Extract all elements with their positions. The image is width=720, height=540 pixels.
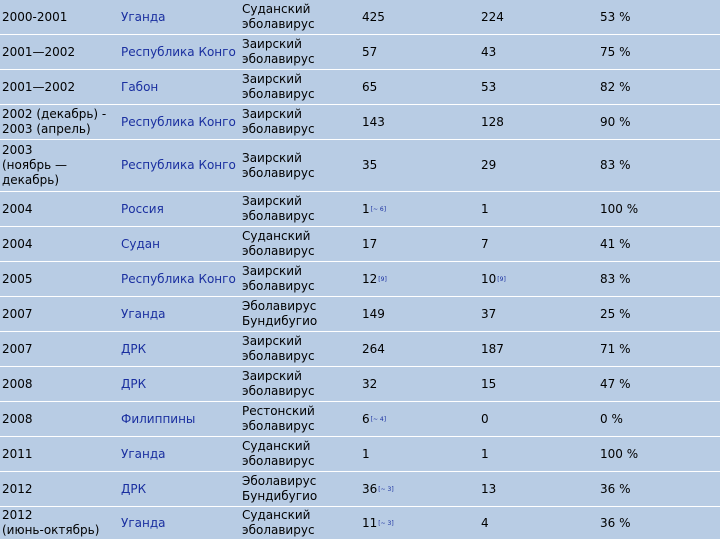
country-link[interactable]	[121, 0, 237, 34]
country-link-text: Уганда	[121, 306, 166, 321]
virus-cell-text: Заирский эболавирус	[242, 369, 315, 398]
country-link-text: Республика Конго	[121, 271, 236, 286]
deaths-cell-text: 7	[481, 236, 489, 251]
cases-cell	[362, 367, 472, 401]
country-link-text: Республика Конго	[121, 44, 236, 59]
cases-cell-text: 11	[362, 515, 378, 530]
mortality-cell-text: 53 %	[600, 9, 631, 24]
deaths-cell-text: 0	[481, 411, 489, 426]
year-cell-text: 2005	[2, 271, 33, 286]
mortality-cell-text: 71 %	[600, 341, 631, 356]
country-link-text: Уганда	[121, 9, 166, 24]
deaths-cell-text: 37	[481, 306, 497, 321]
virus-cell-text: Суданский эболавирус	[242, 229, 315, 258]
footnote-ref[interactable]: [9]	[497, 275, 506, 283]
year-cell-text: 2000-2001	[2, 9, 68, 24]
footnote-ref[interactable]: [~ 6]	[370, 205, 387, 213]
country-link[interactable]	[121, 227, 237, 261]
year-cell-text: 2008	[2, 376, 33, 391]
virus-cell-text: Заирский эболавирус	[242, 150, 315, 180]
virus-cell	[242, 472, 354, 506]
virus-cell-text: Заирский эболавирус	[242, 72, 315, 101]
country-link-text: Филиппины	[121, 411, 196, 426]
year-cell	[2, 437, 114, 471]
deaths-cell	[481, 402, 591, 436]
deaths-cell	[481, 472, 591, 506]
year-cell-text: 2012 (июнь-октябрь)	[2, 508, 100, 537]
year-cell-text: 2012	[2, 481, 33, 496]
virus-cell	[242, 332, 354, 366]
country-link-text: Габон	[121, 79, 159, 94]
mortality-cell	[600, 140, 710, 191]
country-link[interactable]	[121, 297, 237, 331]
year-cell	[2, 297, 114, 331]
footnote-ref[interactable]: [9]	[378, 275, 387, 283]
deaths-cell	[481, 0, 591, 34]
country-link-text: ДРК	[121, 341, 147, 356]
mortality-cell-text: 90 %	[600, 114, 631, 129]
year-cell-text: 2011	[2, 446, 33, 461]
country-link[interactable]	[121, 472, 237, 506]
footnote-ref[interactable]: [~ 4]	[370, 415, 387, 423]
table-row	[0, 297, 720, 332]
footnote-ref[interactable]: [~ 3]	[378, 519, 394, 527]
year-cell	[2, 70, 114, 104]
mortality-cell-text: 83 %	[600, 158, 631, 172]
mortality-cell	[600, 472, 710, 506]
deaths-cell	[481, 140, 591, 191]
country-link[interactable]	[121, 70, 237, 104]
mortality-cell	[600, 105, 710, 139]
virus-cell	[242, 140, 354, 191]
year-cell-text: 2001—2002	[2, 44, 76, 59]
cases-cell-text: 12	[362, 271, 378, 286]
cases-cell-text: 35	[362, 158, 378, 172]
table-row	[0, 507, 720, 540]
year-cell	[2, 105, 114, 139]
mortality-cell	[600, 35, 710, 69]
country-link[interactable]	[121, 35, 237, 69]
cases-cell-text: 36	[362, 481, 378, 496]
deaths-cell	[481, 507, 591, 539]
deaths-cell-text: 13	[481, 481, 497, 496]
year-cell	[2, 0, 114, 34]
deaths-cell	[481, 70, 591, 104]
country-link[interactable]	[121, 402, 237, 436]
virus-cell-text: Заирский эболавирус	[242, 107, 315, 136]
mortality-cell-text: 82 %	[600, 79, 631, 94]
mortality-cell	[600, 0, 710, 34]
country-link[interactable]	[121, 437, 237, 471]
virus-cell	[242, 192, 354, 226]
virus-cell-text: Рестонский эболавирус	[242, 404, 315, 433]
cases-cell-text: 1	[362, 446, 370, 461]
virus-cell	[242, 70, 354, 104]
table-row	[0, 70, 720, 105]
cases-cell	[362, 262, 472, 296]
mortality-cell-text: 36 %	[600, 515, 631, 530]
year-cell-text: 2007	[2, 341, 33, 356]
deaths-cell-text: 4	[481, 515, 489, 530]
virus-cell	[242, 105, 354, 139]
virus-cell-text: Заирский эболавирус	[242, 334, 315, 363]
country-link-text: Россия	[121, 201, 164, 216]
country-link[interactable]	[121, 332, 237, 366]
mortality-cell	[600, 367, 710, 401]
cases-cell-text: 57	[362, 44, 378, 59]
deaths-cell-text: 43	[481, 44, 497, 59]
virus-cell	[242, 0, 354, 34]
cases-cell	[362, 297, 472, 331]
year-cell-text: 2007	[2, 306, 33, 321]
mortality-cell-text: 75 %	[600, 44, 631, 59]
table-row	[0, 105, 720, 140]
cases-cell-text: 6	[362, 411, 370, 426]
footnote-ref[interactable]: [~ 3]	[378, 485, 394, 493]
table-row	[0, 437, 720, 472]
deaths-cell	[481, 262, 591, 296]
country-link[interactable]	[121, 262, 237, 296]
virus-cell	[242, 35, 354, 69]
cases-cell-text: 264	[362, 341, 385, 356]
year-cell	[2, 262, 114, 296]
mortality-cell-text: 36 %	[600, 481, 631, 496]
year-cell-text: 2008	[2, 411, 33, 426]
virus-cell-text: Эболавирус Бундибугио	[242, 299, 318, 328]
virus-cell-text: Суданский эболавирус	[242, 508, 315, 537]
cases-cell	[362, 437, 472, 471]
mortality-cell	[600, 332, 710, 366]
mortality-cell-text: 41 %	[600, 236, 631, 251]
country-link[interactable]	[121, 105, 237, 139]
mortality-cell-text: 25 %	[600, 306, 631, 321]
cases-cell	[362, 507, 472, 539]
country-link-text: Республика Конго	[121, 158, 236, 172]
year-cell-text: 2004	[2, 201, 33, 216]
deaths-cell	[481, 35, 591, 69]
virus-cell-text: Суданский эболавирус	[242, 439, 315, 468]
table-row	[0, 227, 720, 262]
year-cell	[2, 227, 114, 261]
deaths-cell	[481, 332, 591, 366]
cases-cell	[362, 402, 472, 436]
year-cell-text: 2002 (декабрь) - 2003 (апрель)	[2, 107, 107, 136]
country-link-text: Уганда	[121, 446, 166, 461]
virus-cell	[242, 437, 354, 471]
deaths-cell-text: 1	[481, 446, 489, 461]
mortality-cell-text: 83 %	[600, 271, 631, 286]
deaths-cell	[481, 105, 591, 139]
year-cell	[2, 192, 114, 226]
deaths-cell-text: 187	[481, 341, 504, 356]
cases-cell	[362, 140, 472, 191]
table-row	[0, 35, 720, 70]
cases-cell	[362, 227, 472, 261]
mortality-cell-text: 100 %	[600, 446, 639, 461]
mortality-cell	[600, 402, 710, 436]
country-link[interactable]	[121, 192, 237, 226]
country-link-text: Республика Конго	[121, 114, 236, 129]
year-cell	[2, 35, 114, 69]
cases-cell-text: 32	[362, 376, 378, 391]
mortality-cell	[600, 70, 710, 104]
cases-cell-text: 1	[362, 201, 370, 216]
country-link[interactable]	[121, 507, 237, 539]
deaths-cell	[481, 367, 591, 401]
year-cell	[2, 507, 114, 539]
cases-cell-text: 143	[362, 114, 385, 129]
mortality-cell-text: 47 %	[600, 376, 631, 391]
cases-cell-text: 425	[362, 9, 385, 24]
table-row	[0, 472, 720, 507]
deaths-cell-text: 15	[481, 376, 497, 391]
virus-cell	[242, 227, 354, 261]
table-row	[0, 402, 720, 437]
country-link[interactable]	[121, 367, 237, 401]
deaths-cell	[481, 227, 591, 261]
mortality-cell	[600, 297, 710, 331]
mortality-cell	[600, 262, 710, 296]
virus-cell	[242, 367, 354, 401]
virus-cell-text: Заирский эболавирус	[242, 37, 315, 66]
year-cell	[2, 367, 114, 401]
cases-cell	[362, 70, 472, 104]
mortality-cell	[600, 192, 710, 226]
virus-cell-text: Суданский эболавирус	[242, 2, 315, 31]
table-row	[0, 262, 720, 297]
deaths-cell-text: 29	[481, 158, 497, 172]
table-row	[0, 367, 720, 402]
virus-cell-text: Заирский эболавирус	[242, 264, 315, 293]
virus-cell	[242, 262, 354, 296]
table-row	[0, 192, 720, 227]
country-link-text: Судан	[121, 236, 160, 251]
table-row	[0, 0, 720, 35]
virus-cell	[242, 507, 354, 539]
country-link-text: ДРК	[121, 481, 147, 496]
cases-cell	[362, 0, 472, 34]
cases-cell-text: 17	[362, 236, 378, 251]
virus-cell	[242, 297, 354, 331]
cases-cell	[362, 192, 472, 226]
cases-cell-text: 149	[362, 306, 385, 321]
mortality-cell	[600, 437, 710, 471]
year-cell	[2, 140, 114, 191]
deaths-cell-text: 224	[481, 9, 504, 24]
virus-cell-text: Заирский эболавирус	[242, 194, 315, 223]
year-cell-text: 2004	[2, 236, 33, 251]
year-cell-text: 2001—2002	[2, 79, 76, 94]
cases-cell	[362, 35, 472, 69]
mortality-cell-text: 0 %	[600, 411, 623, 426]
virus-cell	[242, 402, 354, 436]
mortality-cell	[600, 227, 710, 261]
year-cell-text: 2003 (ноябрь — декабрь)	[2, 143, 67, 187]
country-link-text: Уганда	[121, 515, 166, 530]
deaths-cell	[481, 297, 591, 331]
deaths-cell-text: 1	[481, 201, 489, 216]
cases-cell-text: 65	[362, 79, 378, 94]
table-row	[0, 332, 720, 367]
mortality-cell	[600, 507, 710, 539]
cases-cell	[362, 472, 472, 506]
year-cell	[2, 332, 114, 366]
deaths-cell	[481, 437, 591, 471]
deaths-cell-text: 10	[481, 271, 497, 286]
virus-cell-text: Эболавирус Бундибугио	[242, 474, 318, 503]
deaths-cell	[481, 192, 591, 226]
year-cell	[2, 402, 114, 436]
deaths-cell-text: 128	[481, 114, 504, 129]
country-link[interactable]	[121, 140, 237, 191]
country-link-text: ДРК	[121, 376, 147, 391]
cases-cell	[362, 105, 472, 139]
deaths-cell-text: 53	[481, 79, 497, 94]
cases-cell	[362, 332, 472, 366]
table-row	[0, 140, 720, 192]
year-cell	[2, 472, 114, 506]
mortality-cell-text: 100 %	[600, 201, 639, 216]
